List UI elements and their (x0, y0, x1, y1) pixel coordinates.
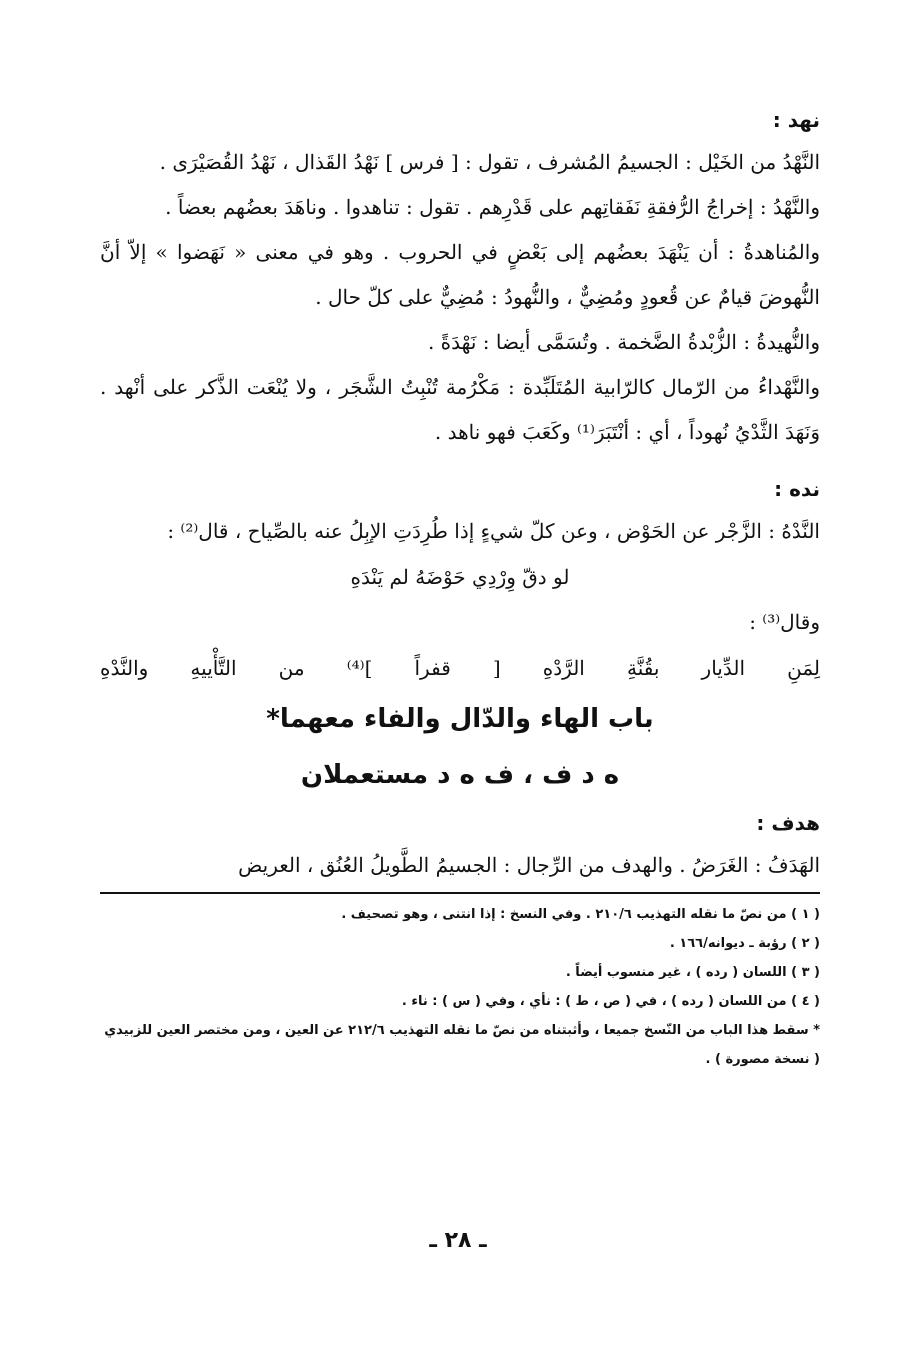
footnote-2: ( ٢ ) رؤبة ـ ديوانه/١٦٦ . (669, 936, 820, 951)
paragraph: والنُّهيدةُ : الزُّبْدةُ الضَّخمة . وتُسَمَّى أيضا : نَهْدَةً . (427, 330, 820, 354)
paragraph: والنَّهْداءُ من الرّمال كالرّابية المُتَلَبِّدة : مَكْرُمة تُنْبِتُ الشَّجَر ، ولا يُنْعَت الذَّكر على أنْهد . وَنَهَدَ الثَّدْيُ نُهوداً ، أي : أنْتَبَرَ⁽¹⁾ وكَعَبَ فهو ناهد . (100, 375, 820, 444)
footnote-star: * سقط هذا الباب من النّسخ جميعا ، وأثبتناه من نصّ ما نقله التهذيب ٢١٢/٦ عن العين ، ومن مختصر العين للزبيدي ( نسخة مصورة ) . (104, 1023, 820, 1067)
paragraph: النَّهْدُ من الخَيْل : الجسيمُ المُشرف ، تقول : [ فرس ] نَهْدُ القَذال ، نَهْدُ القُصَيْرَى . (159, 150, 820, 174)
verse-intro: وقال⁽³⁾ : (749, 610, 820, 634)
entry-heading-nadh: نده : (774, 477, 820, 501)
entry-heading-hadaf: هدف : (756, 811, 820, 835)
verse-line: لو دقّ وِرْدِي حَوْضَهُ لم يَنْدَهِ (350, 565, 570, 589)
footnote-1: ( ١ ) من نصّ ما نقله التهذيب ٢١٠/٦ . وفي النسخ : إذا انتنى ، وهو تصحيف . (341, 907, 820, 922)
page-body (100, 100, 820, 1074)
footnote-divider (100, 892, 820, 894)
section-title: باب الهاء والدّال والفاء معهما* (266, 704, 654, 734)
verse-hemistich-2: [ قفراً ]⁽⁴⁾ من التَّأْييهِ والنَّدْهِ (100, 656, 501, 680)
paragraph: والنَّهْدُ : إخراجُ الرُّفقةِ نَفَقاتِهم على قَدْرِهم . تقول : تناهدوا . وناهَدَ بعضُهم بعضاً . (165, 195, 820, 219)
paragraph: الهَدَفُ : الغَرَضُ . والهدف من الرِّجال : الجسيمُ الطَّويلُ العُنُق ، العريض (238, 853, 820, 877)
footnote-3: ( ٣ ) اللسان ( رده ) ، غير منسوب أيضاً . (565, 965, 820, 980)
page-number: ـ ٢٨ ـ (429, 1228, 487, 1253)
verse-line (100, 645, 820, 691)
footnote-4: ( ٤ ) من اللسان ( رده ) ، في ( ص ، ط ) : نأي ، وفي ( س ) : ناء . (401, 994, 820, 1009)
entry-heading-nahd: نهد : (772, 108, 820, 132)
paragraph: النَّدْهُ : الزَّجْر عن الحَوْض ، وعن كلّ شيءٍ إذا طُرِدَتِ الإبِلُ عنه بالصِّياح ، قال⁽²⁾ : (167, 519, 820, 543)
paragraph: والمُناهدةُ : أن يَنْهَدَ بعضُهم إلى بَعْضٍ في الحروب . وهو في معنى « نَهَضوا » إلاّ أنَّ النُّهوضَ قيامٌ عن قُعودٍ ومُضِيٌّ ، والنُّهودُ : مُضِيٌّ على كلّ حال . (100, 240, 820, 309)
section-subtitle: ه د ف ، ف ه د مستعملان (300, 760, 620, 790)
verse-hemistich-1: لِمَنِ الدِّيار بقُنَّةِ الرَّدْهِ (542, 656, 820, 680)
